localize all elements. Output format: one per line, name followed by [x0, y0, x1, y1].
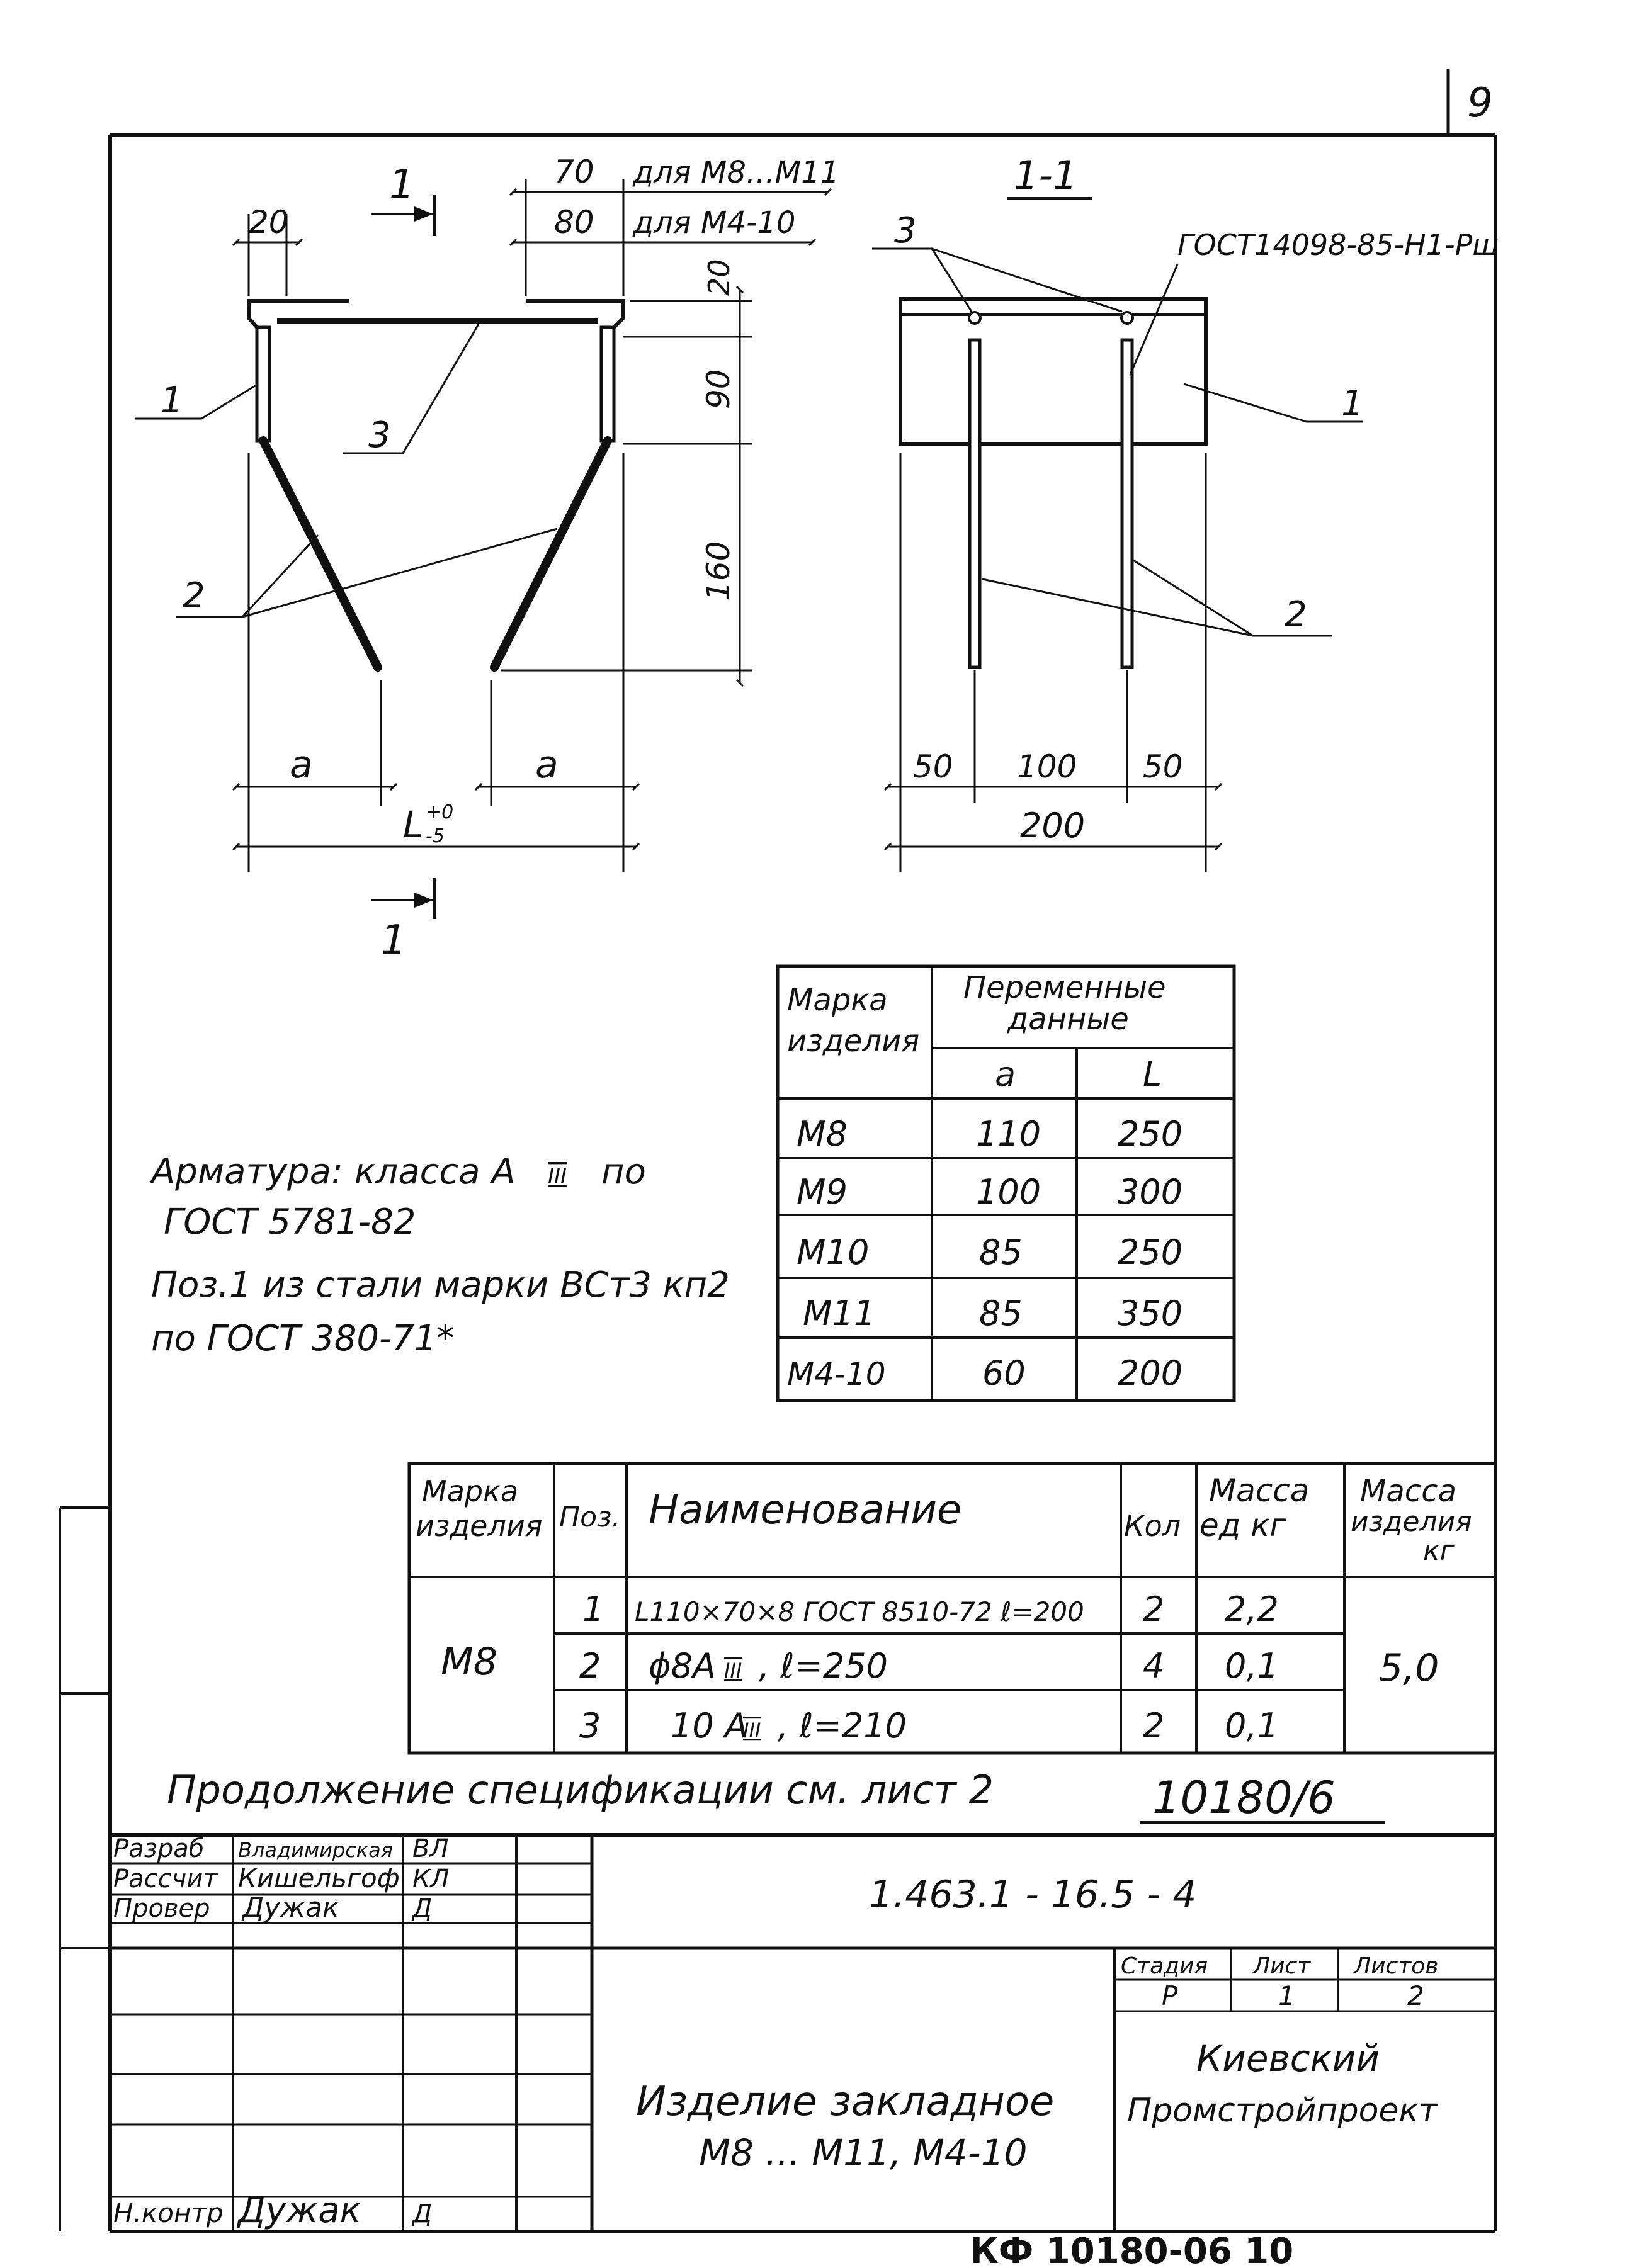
spec-row-name-class: III	[743, 1718, 761, 1742]
tb-role: Разраб	[113, 1834, 205, 1863]
var-row-a: 85	[979, 1294, 1023, 1333]
section-cut-bottom-label: 1	[381, 917, 407, 964]
note-line-3: Поз.1 из стали марки ВСт3 кп2	[151, 1265, 730, 1306]
tb-role: Рассчит	[113, 1865, 218, 1893]
tb-designation: 1.463.1 - 16.5 - 4	[869, 1873, 1197, 1917]
var-row-mark: М9	[797, 1172, 848, 1212]
bar-3-section-right	[1121, 312, 1133, 324]
dim-70-note: для М8...М11	[633, 155, 840, 190]
dim-a-right-label: a	[535, 743, 559, 787]
var-row-mark: М11	[803, 1294, 876, 1333]
spec-row-pos: 3	[579, 1706, 601, 1746]
tb-sign: Д	[412, 1894, 433, 1923]
note-line-2: ГОСТ 5781-82	[164, 1202, 416, 1243]
var-header-vars-2: данные	[1007, 1001, 1129, 1037]
tb-title-1: Изделие закладное	[636, 2079, 1055, 2125]
leaders-front	[135, 324, 557, 617]
note-line-1-tail: по	[601, 1151, 646, 1192]
note-line-1-class: III	[548, 1164, 567, 1189]
spec-row-name-class: III	[724, 1659, 742, 1683]
tb-sign: Д	[412, 2199, 433, 2228]
tb-org-2: Промстройпроект	[1127, 2092, 1438, 2130]
tb-sheets: 2	[1407, 1980, 1424, 2011]
tb-sheet-header: Лист	[1253, 1953, 1311, 1979]
continuation-text: Продолжение спецификации см. лист 2	[167, 1767, 994, 1813]
tb-title-2: М8 ... М11, М4-10	[699, 2131, 1028, 2174]
var-header-L: L	[1143, 1054, 1162, 1094]
tb-role: Провер	[113, 1894, 210, 1923]
spec-row-name: L110×70×8 ГОСТ 8510-72 ℓ=200	[635, 1596, 1084, 1627]
spec-row-name-tail: , ℓ=250	[759, 1646, 888, 1686]
dim-L-tol-upper: +0	[426, 801, 454, 823]
pos-3-front-label: 3	[368, 415, 391, 456]
var-header-a: a	[995, 1054, 1016, 1094]
spec-total-mass: 5,0	[1379, 1646, 1439, 1690]
tb-name: Дужак	[242, 1892, 339, 1924]
section-cut-top-label: 1	[389, 162, 415, 208]
spec-header-total-mass-1: Масса	[1360, 1474, 1457, 1509]
tb-sheets-header: Листов	[1354, 1953, 1439, 1979]
spec-row-pos: 2	[579, 1646, 601, 1686]
spec-row-qty: 4	[1143, 1646, 1165, 1686]
pos-2-section-label: 2	[1285, 594, 1307, 635]
section-plate	[900, 299, 1206, 444]
var-row-a: 100	[976, 1172, 1041, 1212]
dim-a-left-label: a	[290, 743, 313, 787]
dim-50-right-label: 50	[1143, 748, 1183, 785]
spec-row-pos: 1	[582, 1589, 604, 1629]
spec-row-qty: 2	[1143, 1706, 1165, 1746]
note-line-4: по ГОСТ 380-71*	[151, 1318, 455, 1359]
spec-row-name-tail: , ℓ=210	[778, 1706, 907, 1746]
dim-L-label: L	[403, 803, 424, 846]
dim-vertical-chain	[501, 290, 752, 683]
spec-header-name: Наименование	[649, 1487, 962, 1533]
var-header-mark-1: Марка	[787, 983, 888, 1018]
tb-stage-header: Стадия	[1121, 1953, 1208, 1979]
spec-header-total-mass-2: изделия	[1351, 1506, 1472, 1538]
dim-160-vertical-label: 160	[700, 541, 737, 601]
pos-2-front-label: 2	[183, 575, 205, 616]
tb-sign: ВЛ	[412, 1834, 449, 1863]
dim-100-label: 100	[1017, 748, 1077, 785]
spec-row-mass: 0,1	[1225, 1706, 1279, 1746]
spec-header-pos: Поз.	[559, 1501, 621, 1533]
dim-80-label: 80	[554, 204, 594, 240]
spec-row-mass: 0,1	[1225, 1646, 1279, 1686]
spec-header-unit-mass-2: ед кг	[1199, 1507, 1286, 1543]
section-title: 1-1	[1014, 152, 1078, 198]
material-notes	[149, 1151, 730, 1359]
spec-row-qty: 2	[1143, 1589, 1165, 1629]
tb-org-1: Киевский	[1196, 2037, 1380, 2080]
tb-role: Н.контр	[113, 2197, 224, 2228]
spec-mark: М8	[441, 1640, 497, 1684]
continuation-number: 10180/6	[1152, 1772, 1336, 1824]
var-row-a: 60	[982, 1353, 1026, 1393]
var-row-L: 350	[1118, 1294, 1183, 1333]
tb-stage: Р	[1162, 1980, 1178, 2011]
spec-header-mark-1: Марка	[422, 1474, 519, 1508]
section-cut-bottom	[371, 878, 434, 919]
var-header-vars-1: Переменные	[963, 970, 1166, 1005]
dim-20-top-label: 20	[249, 204, 289, 240]
var-row-a: 85	[979, 1233, 1023, 1272]
tb-name: Кишельгоф	[238, 1863, 400, 1893]
tb-sheet: 1	[1278, 1980, 1295, 2011]
tb-name: Дужак	[238, 2190, 361, 2231]
var-row-a: 110	[976, 1114, 1041, 1154]
var-row-L: 200	[1118, 1353, 1183, 1393]
var-row-L: 250	[1118, 1233, 1183, 1272]
pos-1-section-label: 1	[1341, 383, 1364, 424]
tb-sign: КЛ	[412, 1865, 450, 1893]
note-line-1: Арматура: класса А	[151, 1151, 516, 1192]
spec-header-mark-2: изделия	[416, 1509, 543, 1543]
section-view	[872, 152, 1499, 872]
spec-row-name: ϕ8А	[649, 1646, 716, 1686]
bar-3-section-left	[969, 312, 980, 324]
var-row-mark: М10	[797, 1233, 870, 1272]
weld-note: ГОСТ14098-85-Н1-Рш	[1177, 228, 1499, 262]
tb-name: Владимирская	[238, 1838, 393, 1862]
var-row-L: 300	[1118, 1172, 1183, 1212]
corner-sheet-number: 9	[1467, 80, 1493, 127]
var-row-mark: М8	[797, 1114, 848, 1154]
dim-50-left-label: 50	[913, 748, 953, 785]
spec-row-name: 10 А	[671, 1706, 748, 1746]
spec-header-unit-mass-1: Масса	[1209, 1472, 1310, 1509]
pos-1-front-label: 1	[161, 380, 183, 421]
front-view	[135, 154, 839, 964]
dim-200-label: 200	[1020, 806, 1086, 845]
dim-90-vertical-label: 90	[700, 369, 737, 409]
footer-stamp: КФ 10180-06 10	[970, 2231, 1294, 2268]
dim-80-note: для М4-10	[633, 205, 796, 240]
var-header-mark-2: изделия	[787, 1024, 920, 1059]
var-row-L: 250	[1118, 1114, 1183, 1154]
section-bar-right	[1122, 340, 1132, 667]
section-bar-left	[970, 340, 980, 667]
spec-header-qty: Кол	[1124, 1509, 1181, 1543]
spec-header-total-mass-3: кг	[1423, 1535, 1455, 1567]
dim-20-vertical-label: 20	[702, 259, 736, 296]
pos-3-section-label: 3	[894, 210, 917, 251]
leg-right	[601, 327, 614, 441]
spec-row-mass: 2,2	[1225, 1589, 1279, 1629]
var-row-mark: М4-10	[787, 1356, 886, 1392]
dim-L-tol-lower: -5	[426, 825, 445, 847]
dim-70-label: 70	[554, 154, 594, 190]
leg-left	[257, 327, 269, 441]
